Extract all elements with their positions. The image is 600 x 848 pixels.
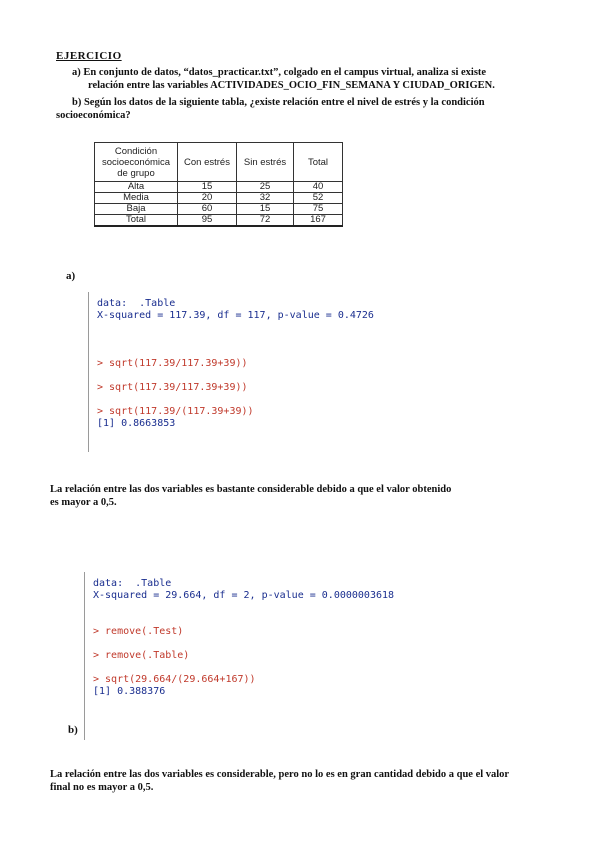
- console-line: [1] 0.388376: [93, 686, 166, 697]
- table-row-total: [95, 215, 343, 227]
- console-line: [93, 638, 515, 650]
- table-cell: Total: [95, 215, 178, 227]
- console-line: [97, 346, 509, 358]
- question-a-line1: En conjunto de datos, “datos_practicar.txt”, colgado en el campus virtual, analiza si existe: [83, 67, 487, 78]
- console-line: > sqrt(117.39/117.39+39)): [97, 358, 248, 369]
- console-line: data: .Table: [97, 298, 176, 309]
- table-cell: 167: [294, 215, 343, 227]
- conclusion-b-line1: La relación entre las dos variables es considerable, pero no lo es en gran cantidad debido a que el valor: [50, 769, 510, 780]
- table-row: [95, 182, 343, 193]
- table-header-cell: Total: [294, 143, 343, 182]
- table-cell: 40: [294, 182, 343, 193]
- console-line: > remove(.Test): [93, 626, 184, 637]
- table-cell: Media: [95, 193, 178, 204]
- console-line: X-squared = 117.39, df = 117, p-value = 0.4726: [97, 310, 374, 321]
- table-header-row: [95, 143, 343, 182]
- table-cell: 52: [294, 193, 343, 204]
- table-cell: 15: [237, 204, 294, 215]
- table-cell: Baja: [95, 204, 178, 215]
- console-line: [97, 322, 509, 334]
- console-line: [93, 602, 515, 614]
- table-row: [95, 204, 343, 215]
- conclusion-a: [50, 483, 550, 509]
- table-cell: 95: [178, 215, 237, 227]
- conclusion-a-line1: La relación entre las dos variables es bastante considerable debido a que el valor obtenido: [50, 484, 452, 495]
- table-cell: 15: [178, 182, 237, 193]
- console-lines-a: [89, 292, 509, 430]
- table-row: [95, 193, 343, 204]
- r-console-output-a: [88, 292, 509, 452]
- table-cell: 25: [237, 182, 294, 193]
- console-line: > sqrt(117.39/117.39+39)): [97, 382, 248, 393]
- console-line: > sqrt(29.664/(29.664+167)): [93, 674, 256, 685]
- table-cell: 20: [178, 193, 237, 204]
- stress-table-container: [94, 142, 343, 227]
- table-cell: 75: [294, 204, 343, 215]
- table-cell: 32: [237, 193, 294, 204]
- section-b-label: b): [68, 724, 78, 736]
- question-a: [72, 66, 572, 92]
- conclusion-a-line2: es mayor a 0,5.: [50, 497, 117, 508]
- console-lines-b: [85, 572, 515, 698]
- console-line: [97, 334, 509, 346]
- question-b-line2: socioeconómica?: [56, 110, 131, 121]
- r-console-output-b: [84, 572, 515, 740]
- table-header-cell: Condición socioeconómica de grupo: [95, 143, 178, 182]
- console-line: [93, 614, 515, 626]
- section-a-label: a): [66, 270, 76, 282]
- conclusion-b: [50, 768, 590, 794]
- question-a-marker: a): [72, 67, 81, 78]
- table-cell: 60: [178, 204, 237, 215]
- console-line: X-squared = 29.664, df = 2, p-value = 0.0000003618: [93, 590, 395, 601]
- console-line: > sqrt(117.39/(117.39+39)): [97, 406, 254, 417]
- question-b-line1: Según los datos de la siguiente tabla, ¿existe relación entre el nivel de estrés y la condición: [83, 97, 485, 108]
- console-line: > remove(.Table): [93, 650, 190, 661]
- question-b: [56, 96, 566, 122]
- exercise-title: EJERCICIO: [56, 50, 122, 62]
- table-header-cell: Sin estrés: [237, 143, 294, 182]
- table-header-cell: Con estrés: [178, 143, 237, 182]
- console-line: [97, 394, 509, 406]
- console-line: [97, 370, 509, 382]
- console-line: data: .Table: [93, 578, 172, 589]
- stress-table: [94, 142, 343, 227]
- table-cell: Alta: [95, 182, 178, 193]
- console-line: [1] 0.8663853: [97, 418, 176, 429]
- conclusion-b-line2: final no es mayor a 0,5.: [50, 782, 154, 793]
- table-cell: 72: [237, 215, 294, 227]
- console-line: [93, 662, 515, 674]
- question-a-line2: relación entre las variables ACTIVIDADES_OCIO_FIN_SEMANA Y CIUDAD_ORIGEN.: [88, 80, 495, 91]
- question-b-marker: b): [72, 97, 82, 108]
